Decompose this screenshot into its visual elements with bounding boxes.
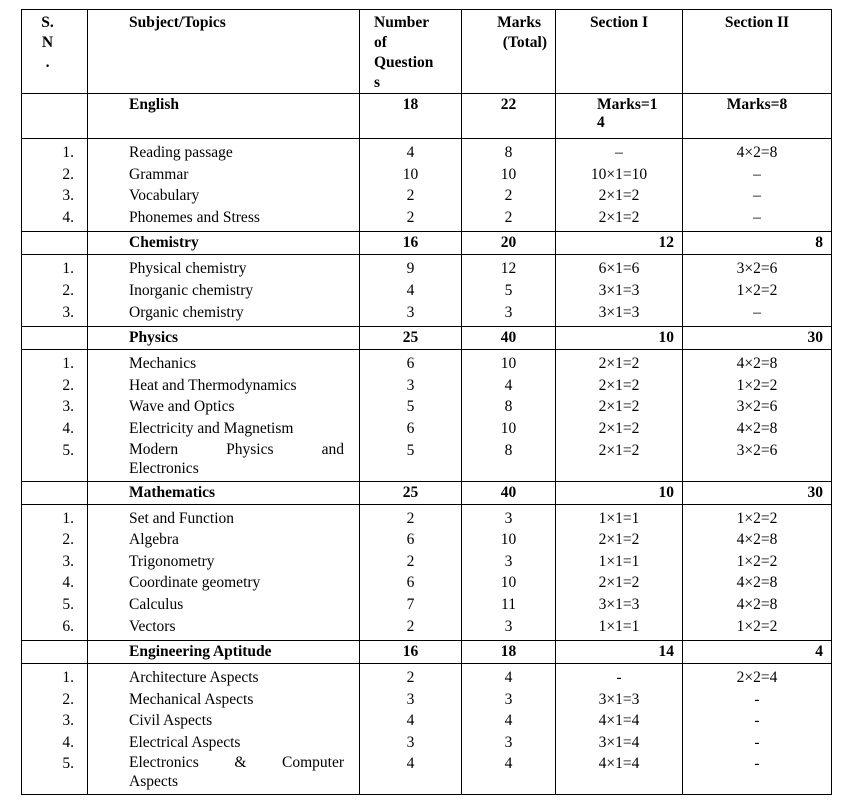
item-marks: 10 (500, 574, 517, 592)
subject-sn (22, 641, 88, 664)
item-questions: 6 (406, 419, 415, 437)
item-questions: 10 (402, 165, 419, 183)
item-sn: 1. (62, 144, 74, 161)
item-sn-column (22, 255, 88, 327)
item-section2-column (683, 664, 832, 795)
item-section2: – (753, 165, 761, 183)
item-sn-column (22, 139, 88, 232)
item-questions: 4 (406, 755, 415, 773)
item-section1: 6×1=6 (598, 260, 640, 278)
item-questions: 6 (406, 355, 415, 373)
item-section1: 3×1=3 (598, 303, 640, 321)
item-marks: 3 (504, 617, 513, 635)
item-section2: - (754, 690, 760, 708)
header-sn (22, 10, 88, 94)
item-topic: Reading passage (129, 144, 233, 161)
item-questions: 6 (406, 574, 415, 592)
item-section2-column (683, 504, 832, 641)
item-topic: Coordinate geometry (129, 574, 261, 592)
item-topic-column (88, 504, 360, 641)
item-sn: 1. (62, 355, 74, 373)
item-marks-column (462, 255, 556, 327)
item-topic: Physical chemistry (129, 260, 247, 278)
item-topic: Wave and Optics (129, 398, 235, 416)
item-section1-column (556, 139, 683, 232)
item-topic: Civil Aspects (129, 712, 213, 730)
item-topic-column (88, 664, 360, 795)
item-topic: Heat and Thermodynamics (129, 376, 297, 394)
item-topic: Algebra (129, 531, 179, 549)
item-topic-line: Modern Physics and (129, 440, 344, 458)
subject-name: English (88, 94, 360, 139)
item-section2: - (754, 733, 760, 751)
item-section2: 3×2=6 (736, 260, 778, 278)
item-marks-column (462, 350, 556, 481)
item-marks: 3 (504, 303, 513, 321)
subject-section2: 30 (683, 481, 832, 504)
item-sn: 4. (62, 208, 74, 226)
item-section1: 2×1=2 (598, 376, 640, 394)
item-sn: 3. (62, 303, 74, 321)
item-section1: 2×1=2 (598, 531, 640, 549)
item-section1: 2×1=2 (598, 419, 640, 437)
item-section2: – (753, 303, 761, 321)
item-sn: 3. (62, 187, 74, 205)
subject-questions: 16 (360, 641, 462, 664)
item-questions: 6 (406, 531, 415, 549)
item-marks: 4 (504, 755, 513, 773)
item-section2-column (683, 350, 832, 481)
item-marks: 8 (504, 441, 513, 459)
item-questions-column (360, 664, 462, 795)
items-row (22, 139, 832, 232)
subject-row (22, 481, 832, 504)
header-questions (360, 10, 462, 94)
header-marks (462, 10, 556, 94)
item-questions: 2 (406, 552, 415, 570)
item-marks: 4 (504, 669, 513, 687)
item-section1: 3×1=3 (598, 595, 640, 613)
header-topic: Subject/Topics (88, 10, 360, 94)
item-section1: 2×1=2 (598, 355, 640, 373)
item-marks: 5 (504, 281, 513, 299)
item-questions: 9 (406, 260, 415, 278)
header-sn-line: N (41, 34, 54, 51)
header-questions-line: Question (374, 54, 434, 71)
item-section2: – (753, 208, 761, 226)
item-marks: 10 (500, 531, 517, 549)
item-topic: Phonemes and Stress (129, 208, 260, 226)
header-sn-line: S. (41, 14, 54, 31)
item-marks: 4 (504, 712, 513, 730)
item-topic-column (88, 255, 360, 327)
item-section2: 3×2=6 (736, 398, 778, 416)
item-section2: 4×2=8 (736, 595, 778, 613)
item-section1: 2×1=2 (598, 208, 640, 226)
item-marks: 3 (504, 690, 513, 708)
item-section2: 4×2=8 (736, 574, 778, 592)
item-sn: 4. (62, 574, 74, 592)
item-topic: Calculus (129, 595, 184, 613)
item-section2: 1×2=2 (736, 281, 778, 299)
item-section2: 1×2=2 (736, 552, 778, 570)
item-questions-column (360, 139, 462, 232)
item-marks-column (462, 504, 556, 641)
subject-section2: Marks=8 (683, 94, 832, 139)
item-topic: Grammar (129, 165, 189, 183)
item-questions: 2 (406, 208, 415, 226)
item-topic-line: Electronics (129, 459, 199, 477)
item-topic: Architecture Aspects (129, 669, 259, 687)
subject-name: Mathematics (88, 481, 360, 504)
item-sn: 4. (62, 419, 74, 437)
item-section1: 4×1=4 (598, 712, 640, 730)
subject-section1: 14 (556, 641, 683, 664)
item-questions: 5 (406, 441, 415, 459)
item-section1: 2×1=2 (598, 187, 640, 205)
subject-section1: 10 (556, 327, 683, 350)
subject-section2: 4 (683, 641, 832, 664)
item-marks: 10 (500, 165, 517, 183)
header-section1: Section I (556, 10, 683, 94)
item-section1: 2×1=2 (598, 398, 640, 416)
item-section2: - (754, 755, 760, 773)
item-questions: 4 (406, 712, 415, 730)
item-section1: 3×1=3 (598, 281, 640, 299)
item-topic: Inorganic chemistry (129, 281, 254, 299)
subject-section1-line: 4 (597, 114, 605, 131)
item-sn: 1. (62, 260, 74, 278)
item-section1-column (556, 664, 683, 795)
item-marks: 10 (500, 355, 517, 373)
subject-name: Physics (88, 327, 360, 350)
item-topic: Vocabulary (129, 187, 200, 205)
subject-marks: 40 (462, 327, 556, 350)
subject-sn (22, 232, 88, 255)
item-marks: 3 (504, 733, 513, 751)
item-marks: 12 (500, 260, 517, 278)
item-section1: – (615, 144, 623, 161)
subject-section1: 10 (556, 481, 683, 504)
item-section2: 1×2=2 (736, 617, 778, 635)
items-row (22, 504, 832, 641)
item-topic: Electrical Aspects (129, 733, 241, 751)
subject-section1 (556, 94, 683, 139)
header-section2: Section II (683, 10, 832, 94)
item-marks: 2 (504, 187, 513, 205)
item-sn: 3. (62, 398, 74, 416)
item-section1: 2×1=2 (598, 441, 640, 459)
item-section2: 1×2=2 (736, 509, 778, 527)
item-questions-column (360, 255, 462, 327)
item-sn: 4. (62, 733, 74, 751)
item-sn: 2. (62, 165, 74, 183)
item-section2: 4×2=8 (736, 531, 778, 549)
item-sn: 5. (62, 595, 74, 613)
subject-questions: 16 (360, 232, 462, 255)
subject-row (22, 327, 832, 350)
item-topic: Mechanics (129, 355, 197, 373)
subject-sn (22, 327, 88, 350)
header-marks-line: Marks (497, 14, 541, 31)
subject-name: Chemistry (88, 232, 360, 255)
item-sn-column (22, 504, 88, 641)
item-questions: 4 (406, 144, 415, 161)
item-sn: 2. (62, 281, 74, 299)
item-topic: Set and Function (129, 509, 235, 527)
item-section2: 4×2=8 (736, 355, 778, 373)
item-section1: 3×1=4 (598, 733, 640, 751)
item-section2: 4×2=8 (736, 144, 778, 161)
item-sn: 2. (62, 376, 74, 394)
item-sn: 2. (62, 531, 74, 549)
item-marks: 3 (504, 509, 513, 527)
item-sn-column (22, 350, 88, 481)
item-section1: 3×1=3 (598, 690, 640, 708)
item-marks: 11 (501, 595, 516, 613)
item-topic-multiline (129, 753, 344, 791)
item-section1: 1×1=1 (598, 617, 640, 635)
items-row (22, 255, 832, 327)
header-questions-line: s (374, 74, 381, 91)
subject-marks: 22 (462, 94, 556, 139)
header-questions-line: of (374, 34, 387, 51)
item-sn: 2. (62, 690, 74, 708)
item-topic-multiline (129, 440, 344, 478)
items-row (22, 664, 832, 795)
item-section2-column (683, 139, 832, 232)
item-sn: 5. (62, 441, 74, 459)
item-section1: 1×1=1 (598, 509, 640, 527)
item-marks: 8 (504, 144, 513, 161)
item-topic: Trigonometry (129, 552, 215, 570)
item-questions: 2 (406, 617, 415, 635)
item-questions: 3 (406, 376, 415, 394)
item-section2: - (754, 712, 760, 730)
item-topic-column (88, 350, 360, 481)
item-questions-column (360, 350, 462, 481)
item-sn: 1. (62, 509, 74, 527)
header-questions-line: Number (374, 14, 430, 31)
item-topic: Organic chemistry (129, 303, 244, 321)
subject-questions: 18 (360, 94, 462, 139)
syllabus-table (21, 9, 832, 795)
item-questions: 3 (406, 303, 415, 321)
subject-marks: 18 (462, 641, 556, 664)
header-row (22, 10, 832, 94)
item-section2: 4×2=8 (736, 419, 778, 437)
item-section2: – (753, 187, 761, 205)
item-section1-column (556, 504, 683, 641)
subject-section1: 12 (556, 232, 683, 255)
subject-section2: 8 (683, 232, 832, 255)
item-topic-line: Electronics & Computer (129, 754, 344, 772)
subject-section1-line: Marks=1 (597, 96, 658, 113)
item-questions-column (360, 504, 462, 641)
subject-sn (22, 481, 88, 504)
item-questions: 3 (406, 690, 415, 708)
item-section2: 3×2=6 (736, 441, 778, 459)
item-marks-column (462, 664, 556, 795)
item-topic: Vectors (129, 617, 176, 635)
subject-sn (22, 94, 88, 139)
item-marks: 10 (500, 419, 517, 437)
item-questions: 2 (406, 669, 415, 687)
items-row (22, 350, 832, 481)
subject-questions: 25 (360, 327, 462, 350)
item-questions: 5 (406, 398, 415, 416)
subject-name: Engineering Aptitude (88, 641, 360, 664)
item-questions: 4 (406, 281, 415, 299)
item-sn: 1. (62, 669, 74, 687)
subject-row (22, 232, 832, 255)
item-section2-column (683, 255, 832, 327)
item-section1: - (616, 669, 622, 687)
item-topic: Electricity and Magnetism (129, 419, 294, 437)
item-marks: 4 (504, 376, 513, 394)
subject-row (22, 641, 832, 664)
item-section2: 1×2=2 (736, 376, 778, 394)
item-marks: 8 (504, 398, 513, 416)
item-section1: 2×1=2 (598, 574, 640, 592)
subject-section2: 30 (683, 327, 832, 350)
item-questions: 2 (406, 187, 415, 205)
item-section1-column (556, 350, 683, 481)
item-sn: 3. (62, 552, 74, 570)
item-sn-column (22, 664, 88, 795)
item-topic-line: Aspects (129, 773, 179, 791)
item-sn: 5. (62, 755, 74, 773)
item-marks: 3 (504, 552, 513, 570)
header-marks-line: (Total) (502, 34, 547, 51)
item-section1: 10×1=10 (590, 165, 648, 183)
item-topic-column (88, 139, 360, 232)
item-section1: 1×1=1 (598, 552, 640, 570)
item-section2: 2×2=4 (736, 669, 778, 687)
subject-row (22, 94, 832, 139)
subject-marks: 20 (462, 232, 556, 255)
item-sn: 6. (62, 617, 74, 635)
item-questions: 3 (406, 733, 415, 751)
item-questions: 7 (406, 595, 415, 613)
item-sn: 3. (62, 712, 74, 730)
header-sn-line: . (45, 54, 50, 71)
item-marks: 2 (504, 208, 513, 226)
item-section1: 4×1=4 (598, 755, 640, 773)
item-marks-column (462, 139, 556, 232)
item-questions: 2 (406, 509, 415, 527)
subject-marks: 40 (462, 481, 556, 504)
subject-questions: 25 (360, 481, 462, 504)
item-section1-column (556, 255, 683, 327)
item-topic: Mechanical Aspects (129, 690, 254, 708)
